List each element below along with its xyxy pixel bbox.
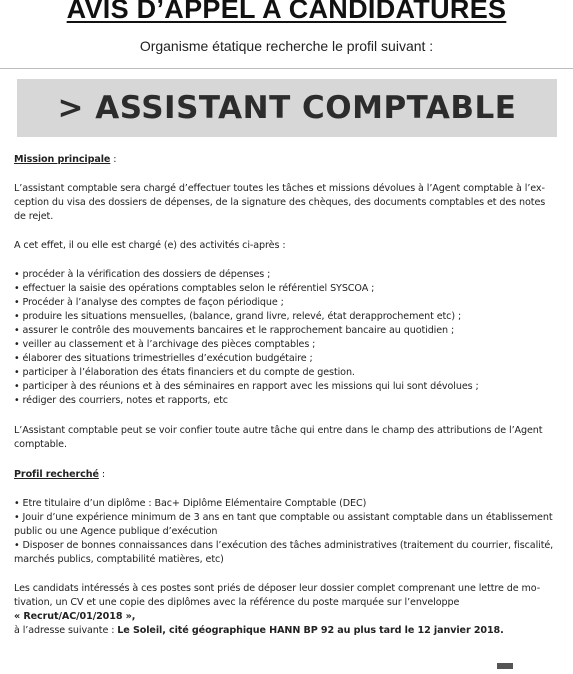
activity-item: • rédiger des courriers, notes et rapports, etc bbox=[14, 395, 228, 406]
job-title: > ASSISTANT COMPTABLE bbox=[57, 90, 517, 126]
application-address-line bbox=[14, 624, 569, 638]
profile-item: public ou une Agence publique d’exécution bbox=[14, 526, 218, 537]
activity-item: • effectuer la saisie des opérations comptables selon le référentiel SYSCOA ; bbox=[14, 283, 375, 294]
application-line: tivation, un CV et une copie des diplômes avec la référence du poste marquée sur l’enveloppe bbox=[14, 597, 460, 608]
activity-item: • veiller au classement et à l’archivage des pièces comptables ; bbox=[14, 339, 316, 350]
profile-heading-line bbox=[14, 468, 569, 482]
mission-heading-colon: : bbox=[110, 154, 117, 165]
mission-intro-line: ception du visa des dossiers de dépenses, de la signature des chèques, des documents comptables et des notes bbox=[14, 197, 546, 208]
notice-title: AVIS D’APPEL A CANDIDATURES bbox=[66, 0, 507, 24]
activities-lead: A cet effet, il ou elle est chargé (e) des activités ci-après : bbox=[14, 240, 286, 251]
profile-item: marchés publics, comptabilité matières, etc) bbox=[14, 554, 224, 565]
activity-item: • assurer le contrôle des mouvements bancaires et le rapprochement bancaire au quotidien ; bbox=[14, 325, 455, 336]
activity-item: • procéder à la vérification des dossiers de dépenses ; bbox=[14, 269, 271, 280]
address-prefix: à l’adresse suivante : bbox=[14, 625, 118, 636]
address-details: Le Soleil, cité géographique HANN BP 92 au plus tard le 12 janvier 2018. bbox=[117, 625, 504, 636]
mission-intro-line: de rejet. bbox=[14, 211, 54, 222]
extra-duties-line: comptable. bbox=[14, 439, 67, 450]
activity-item: • Procéder à l’analyse des comptes de façon périodique ; bbox=[14, 297, 284, 308]
profile-item: • Etre titulaire d’un diplôme : Bac+ Diplôme Elémentaire Comptable (DEC) bbox=[14, 498, 367, 509]
mission-heading: Mission principale bbox=[14, 154, 111, 165]
profile-heading-colon: : bbox=[98, 469, 105, 480]
application-line: Les candidats intéressés à ces postes sont priés de déposer leur dossier complet comprenant une lettre de mo- bbox=[14, 583, 541, 594]
mission-intro-line: L’assistant comptable sera chargé d’effectuer toutes les tâches et missions dévolues à l’Agent comptable à l’ex- bbox=[14, 183, 545, 194]
profile-item: • Disposer de bonnes connaissances dans l’exécution des tâches administratives (traitement du courrier, fiscalité, bbox=[14, 540, 554, 551]
activity-item: • participer à l’élaboration des états financiers et du compte de gestion. bbox=[14, 367, 355, 378]
divider bbox=[0, 68, 573, 69]
print-stamp bbox=[497, 662, 569, 670]
mission-heading-line bbox=[14, 153, 569, 167]
activity-item: • produire les situations mensuelles, (balance, grand livre, relevé, état derapprochement etc) ; bbox=[14, 311, 462, 322]
application-reference: « Recrut/AC/01/2018 », bbox=[14, 611, 136, 622]
notice-subtitle: Organisme étatique recherche le profil suivant : bbox=[139, 38, 434, 54]
publication-logo-icon bbox=[497, 663, 513, 669]
activity-item: • participer à des réunions et à des séminaires en rapport avec les missions qui lui sont dévolues ; bbox=[14, 381, 479, 392]
profile-item: • Jouir d’une expérience minimum de 3 ans en tant que comptable ou assistant comptable dans un établissement bbox=[14, 512, 553, 523]
extra-duties-line: L’Assistant comptable peut se voir confier toute autre tâche qui entre dans le champ des attributions de l’Agent bbox=[14, 425, 543, 436]
profile-heading: Profil recherché bbox=[14, 469, 99, 480]
job-title-banner bbox=[17, 79, 557, 137]
activity-item: • élaborer des situations trimestrielles d’exécution budgétaire ; bbox=[14, 353, 313, 364]
